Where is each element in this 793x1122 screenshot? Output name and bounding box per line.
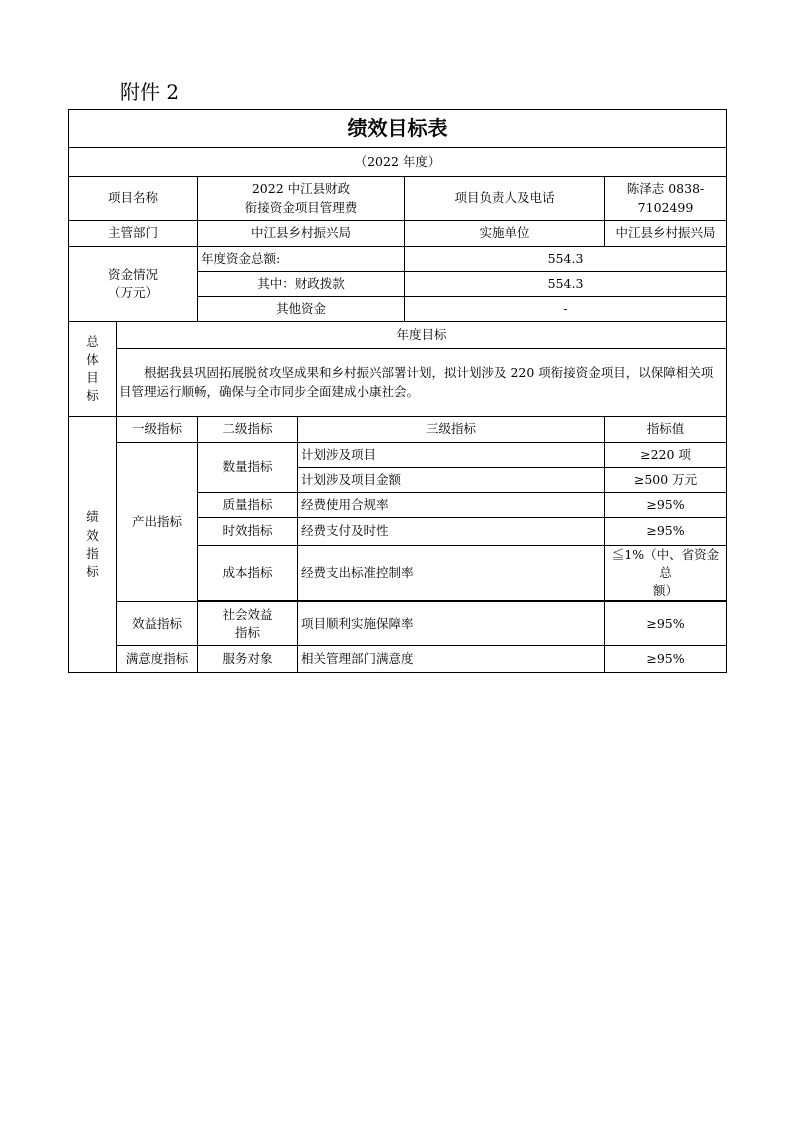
impl-value: 中江县乡村振兴局 [605, 221, 727, 247]
overall-char-3: 目 [86, 370, 99, 385]
social-name: 项目顺利实施保障率 [298, 602, 605, 646]
benefit-indicator: 效益指标 [117, 602, 198, 646]
project-row [69, 177, 727, 221]
table-row [69, 443, 727, 468]
performance-goal-table [68, 109, 727, 673]
funds-label [69, 247, 198, 322]
title-row [69, 110, 727, 148]
dept-row [69, 221, 727, 247]
header-level2: 二级指标 [198, 417, 298, 443]
overall-goal-row [69, 349, 727, 417]
social-line1: 社会效益 [222, 606, 273, 622]
social-indicator [198, 602, 298, 646]
dept-value: 中江县乡村振兴局 [198, 221, 405, 247]
cost-value [605, 546, 727, 601]
overall-char-4: 标 [86, 388, 99, 404]
dept-label: 主管部门 [69, 221, 198, 247]
indicators-char-2: 效 [86, 527, 99, 543]
q1-value: ≥220 项 [605, 443, 727, 468]
quality-value: ≥95% [605, 493, 727, 518]
funds-label-line1: 资金情况 [107, 266, 158, 282]
indicators-char-4: 标 [86, 563, 99, 579]
satisfaction-value: ≥95% [605, 646, 727, 673]
q2-name: 计划涉及项目金额 [298, 468, 605, 493]
project-name-value [198, 177, 405, 221]
q2-value: ≥500 万元 [605, 468, 727, 493]
quality-indicator: 质量指标 [198, 493, 298, 518]
overall-header-row [69, 322, 727, 349]
header-value: 指标值 [605, 417, 727, 443]
cost-indicator: 成本指标 [198, 546, 298, 601]
satisfaction-name: 相关管理部门满意度 [298, 646, 605, 673]
indicator-header-row [69, 417, 727, 443]
funds-fiscal-value: 554.3 [405, 272, 727, 297]
funds-fiscal-label: 其中：财政拨款 [198, 272, 405, 297]
annual-goal-text: 根据我县巩固拓展脱贫攻坚成果和乡村振兴部署计划，拟计划涉及 220 项衔接资金项目，以保障相关项目管理运行顺畅，确保与全市同步全面建成小康社会。 [117, 349, 727, 417]
table-row [69, 602, 727, 646]
cost-name: 经费支出标准控制率 [298, 546, 605, 601]
year-row [69, 148, 727, 177]
quantity-indicator: 数量指标 [198, 443, 298, 493]
annual-goal-header: 年度目标 [117, 322, 727, 349]
attachment-label: 附件 2 [120, 80, 180, 104]
funds-label-line2: （万元） [107, 285, 158, 300]
satisfaction-indicator: 满意度指标 [117, 646, 198, 673]
project-name-line1: 2022 中江县财政 [251, 181, 351, 197]
overall-char-2: 体 [86, 351, 99, 367]
table-row [69, 646, 727, 673]
table-title: 绩效目标表 [69, 110, 727, 148]
indicators-char-1: 绩 [86, 509, 99, 525]
indicators-char-3: 指 [86, 545, 99, 561]
indicators-label [69, 417, 117, 673]
time-name: 经费支付及时性 [298, 518, 605, 546]
funds-total-row [69, 247, 727, 272]
funds-other-value: - [405, 297, 727, 322]
project-name-line2: 衔接资金项目管理费 [244, 199, 358, 215]
output-indicator: 产出指标 [117, 443, 198, 602]
impl-label: 实施单位 [405, 221, 605, 247]
header-level3: 三级指标 [298, 417, 605, 443]
funds-total-value: 554.3 [405, 247, 727, 272]
project-name-label: 项目名称 [69, 177, 198, 221]
header-level1: 一级指标 [117, 417, 198, 443]
quality-name: 经费使用合规率 [298, 493, 605, 518]
overall-goal-label [69, 322, 117, 417]
q1-name: 计划涉及项目 [298, 443, 605, 468]
social-value: ≥95% [605, 602, 727, 646]
funds-total-label: 年度资金总额: [198, 247, 405, 272]
funds-other-label: 其他资金 [198, 297, 405, 322]
cost-value-line2: 额） [653, 583, 679, 599]
cost-value-line1: ≦1%（中、省资金总 [611, 547, 720, 581]
leader-value: 陈泽志 0838-7102499 [605, 177, 727, 221]
time-indicator: 时效指标 [198, 518, 298, 546]
service-indicator: 服务对象 [198, 646, 298, 673]
table-year: （2022 年度） [69, 148, 727, 177]
overall-char-1: 总 [86, 333, 99, 349]
social-line2: 指标 [234, 624, 260, 640]
leader-label: 项目负责人及电话 [405, 177, 605, 221]
time-value: ≥95% [605, 518, 727, 546]
